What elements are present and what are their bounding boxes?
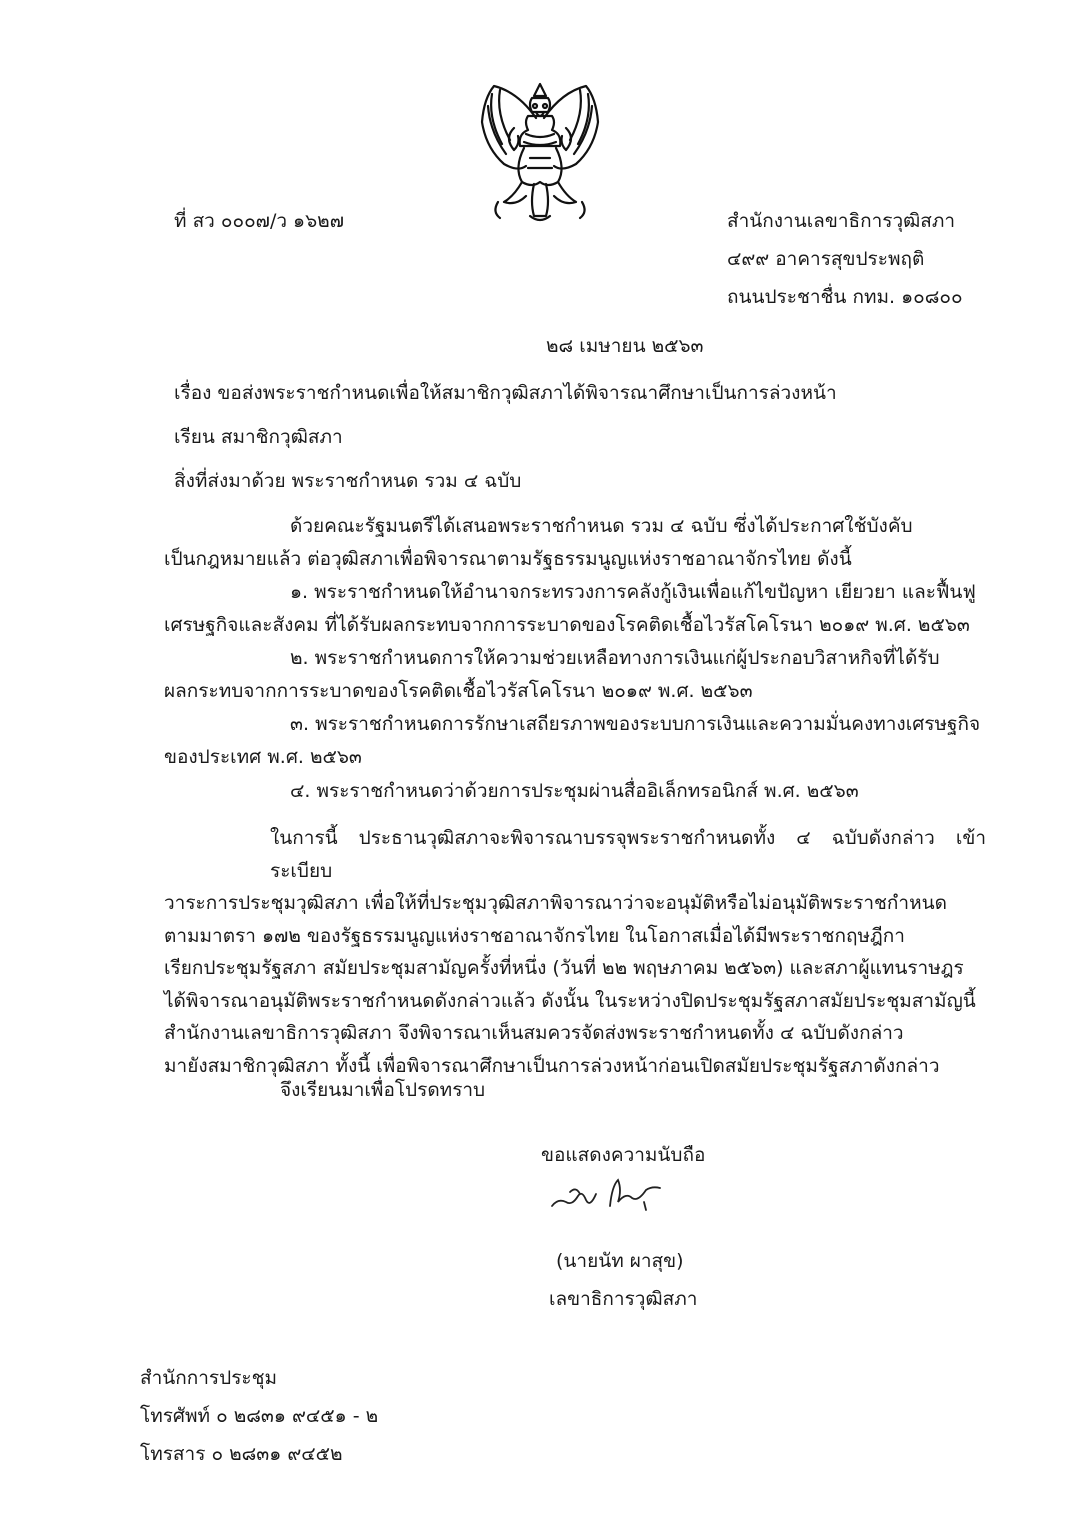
item-3 — [164, 708, 986, 773]
signature-icon — [548, 1172, 668, 1216]
body-line: สำนักงานเลขาธิการวุฒิสภา จึงพิจารณาเห็นสมควรจัดส่งพระราชกำหนดทั้ง ๔ ฉบับดังกล่าว — [164, 1022, 904, 1044]
body-line: เรียกประชุมรัฐสภา สมัยประชุมสามัญครั้งที่หนึ่ง (วันที่ ๒๒ พฤษภาคม ๒๕๖๓) และสภาผู้แทนราษฎร — [164, 957, 964, 979]
signer-position: เลขาธิการวุฒิสภา — [549, 1288, 698, 1310]
item-2 — [164, 642, 986, 707]
item-line: ๑. พระราชกำหนดให้อำนาจกระทรวงการคลังกู้เงินเพื่อแก้ไขปัญหา เยียวยา และฟื้นฟู — [290, 581, 976, 603]
garuda-emblem-icon — [474, 78, 606, 228]
addressee-line: เรียน สมาชิกวุฒิสภา — [174, 426, 343, 448]
closing-request: จึงเรียนมาเพื่อโปรดทราบ — [280, 1079, 486, 1101]
signer-name: (นายนัท ผาสุข) — [556, 1250, 684, 1272]
footer-fax: โทรสาร ๐ ๒๘๓๑ ๙๔๕๒ — [140, 1443, 343, 1465]
footer-unit: สำนักการประชุม — [140, 1367, 278, 1389]
sender-office: สำนักงานเลขาธิการวุฒิสภา — [727, 210, 956, 232]
document-number: ที่ สว ๐๐๐๗/ว ๑๖๒๗ — [174, 210, 344, 232]
intro-paragraph — [164, 510, 986, 575]
item-line: ๔. พระราชกำหนดว่าด้วยการประชุมผ่านสื่ออิเล็กทรอนิกส์ พ.ศ. ๒๕๖๓ — [290, 780, 859, 802]
body-line: วาระการประชุมวุฒิสภา เพื่อให้ที่ประชุมวุฒิสภาพิจารณาว่าจะอนุมัติหรือไม่อนุมัติพระราชกำหนด — [164, 892, 947, 914]
footer-phone: โทรศัพท์ ๐ ๒๘๓๑ ๙๔๕๑ - ๒ — [140, 1405, 379, 1427]
body-line: ได้พิจารณาอนุมัติพระราชกำหนดดังกล่าวแล้ว ดังนั้น ในระหว่างปิดประชุมรัฐสภาสมัยประชุมสามัญนี้ — [164, 989, 976, 1012]
item-line: เศรษฐกิจและสังคม ที่ได้รับผลกระทบจากการระบาดของโรคติดเชื้อไวรัสโคโรนา ๒๐๑๙ พ.ศ. ๒๕๖๓ — [164, 613, 970, 636]
item-line: ๒. พระราชกำหนดการให้ความช่วยเหลือทางการเงินแก่ผู้ประกอบวิสาหกิจที่ได้รับ — [290, 647, 940, 669]
closing-salutation: ขอแสดงความนับถือ — [541, 1144, 706, 1166]
document-date: ๒๘ เมษายน ๒๕๖๓ — [546, 335, 704, 357]
enclosure-line: สิ่งที่ส่งมาด้วย พระราชกำหนด รวม ๔ ฉบับ — [174, 470, 522, 492]
intro-line: ด้วยคณะรัฐมนตรีได้เสนอพระราชกำหนด รวม ๔ ฉบับ ซึ่งได้ประกาศใช้บังคับ — [290, 515, 913, 537]
sender-address-line1: ๔๙๙ อาคารสุขประพฤติ — [727, 248, 925, 270]
body-line: มายังสมาชิกวุฒิสภา ทั้งนี้ เพื่อพิจารณาศึกษาเป็นการล่วงหน้าก่อนเปิดสมัยประชุมรัฐสภาดังกล่าว — [164, 1054, 940, 1077]
item-line: ผลกระทบจากการระบาดของโรคติดเชื้อไวรัสโคโรนา ๒๐๑๙ พ.ศ. ๒๕๖๓ — [164, 679, 753, 702]
sender-address-line2: ถนนประชาชื่น กทม. ๑๐๘๐๐ — [727, 286, 963, 308]
item-line: ๓. พระราชกำหนดการรักษาเสถียรภาพของระบบการเงินและความมั่นคงทางเศรษฐกิจ — [290, 713, 981, 735]
body-line: ในการนี้ ประธานวุฒิสภาจะพิจารณาบรรจุพระราชกำหนดทั้ง ๔ ฉบับดังกล่าว เข้าระเบียบ — [270, 827, 986, 882]
body-paragraph — [164, 822, 986, 1082]
item-1 — [164, 576, 986, 641]
item-line: ของประเทศ พ.ศ. ๒๕๖๓ — [164, 745, 362, 768]
item-4 — [164, 775, 986, 808]
intro-line: เป็นกฎหมายแล้ว ต่อวุฒิสภาเพื่อพิจารณาตามรัฐธรรมนูญแห่งราชอาณาจักรไทย ดังนี้ — [164, 547, 852, 570]
subject-line: เรื่อง ขอส่งพระราชกำหนดเพื่อให้สมาชิกวุฒิสภาได้พิจารณาศึกษาเป็นการล่วงหน้า — [174, 382, 837, 404]
body-line: ตามมาตรา ๑๗๒ ของรัฐธรรมนูญแห่งราชอาณาจักรไทย ในโอกาสเมื่อได้มีพระราชกฤษฎีกา — [164, 924, 905, 947]
